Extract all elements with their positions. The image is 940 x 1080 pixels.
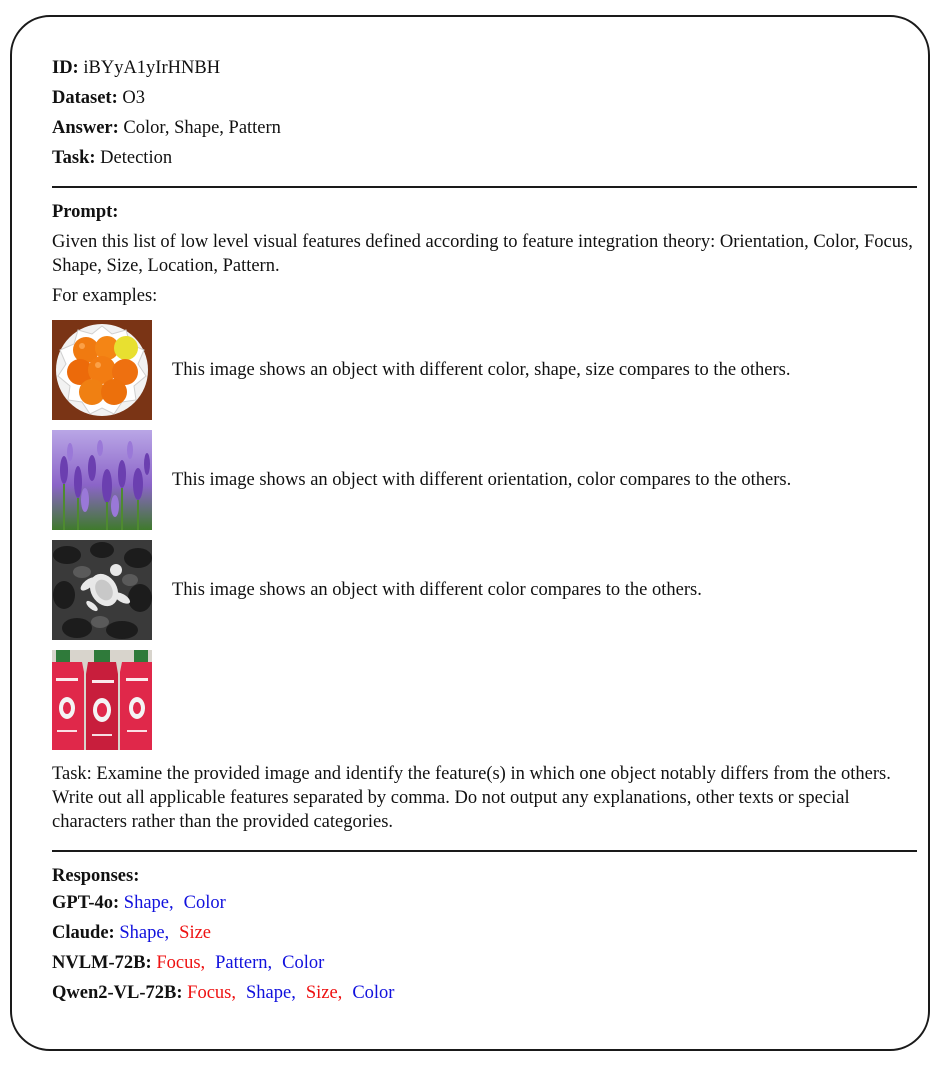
response-claude: [52, 918, 917, 948]
prompt-title: Prompt:: [52, 202, 119, 222]
meta-dataset: [52, 83, 917, 113]
divider: [52, 850, 917, 852]
meta-id-label: ID:: [52, 58, 79, 78]
meta-task-value: Detection: [100, 148, 173, 168]
oranges-bowl-image: [52, 320, 152, 420]
meta-dataset-label: Dataset:: [52, 88, 118, 108]
model-name: NVLM-72B:: [52, 953, 152, 973]
answer-tag: Focus,: [156, 953, 206, 973]
answer-tag: Shape,: [245, 983, 296, 1003]
model-name: GPT-4o:: [52, 893, 120, 913]
model-name: Qwen2-VL-72B:: [52, 983, 183, 1003]
example-row: [52, 540, 917, 640]
meta-task-label: Task:: [52, 148, 96, 168]
example-row: [52, 320, 917, 420]
card-content: [52, 53, 917, 1008]
example-caption: This image shows an object with different color compares to the others.: [172, 580, 702, 600]
answer-tag: Color: [352, 983, 395, 1003]
example-row: [52, 430, 917, 530]
example-row: [52, 650, 917, 750]
lavender-field-image: [52, 430, 152, 530]
answer-tag: Focus,: [187, 983, 236, 1003]
responses-title: Responses:: [52, 866, 140, 886]
answer-tag: Color: [183, 893, 226, 913]
meta-answer-label: Answer:: [52, 118, 119, 138]
response-gpt-4o: [52, 888, 917, 918]
answer-tag: Color: [282, 953, 325, 973]
answer-tag: Pattern,: [215, 953, 273, 973]
answer-tag: Size: [179, 923, 212, 943]
answer-tag: Size,: [305, 983, 343, 1003]
meta-id: [52, 53, 917, 83]
sriracha-bottles-image: [52, 650, 152, 750]
prompt-intro: Given this list of low level visual features defined according to feature integration theory: Orientation, Color, Focus, Shape, Size, Location, Pattern.: [52, 232, 913, 276]
example-caption: This image shows an object with different orientation, color compares to the others.: [172, 470, 792, 490]
response-nvlm-72b: [52, 948, 917, 978]
example-caption: This image shows an object with different color, shape, size compares to the others.: [172, 360, 791, 380]
meta-id-value: iBYyA1yIrHNBH: [83, 58, 221, 78]
meta-answer: [52, 113, 917, 143]
meta-answer-value: Color, Shape, Pattern: [123, 118, 281, 138]
meta-task: [52, 143, 917, 173]
divider: [52, 186, 917, 188]
meta-dataset-value: O3: [122, 88, 146, 108]
turtle-grayscale-image: [52, 540, 152, 640]
example-card: [10, 15, 930, 1051]
response-qwen2-vl-72b: [52, 978, 917, 1008]
for-examples-label: For examples:: [52, 286, 158, 306]
answer-tag: Shape,: [123, 893, 174, 913]
model-name: Claude:: [52, 923, 115, 943]
answer-tag: Shape,: [119, 923, 170, 943]
examples-list: [52, 320, 917, 750]
task-instructions: Task: Examine the provided image and identify the feature(s) in which one object notably differs from the others. Write out all applicable features separated by comma. Do not output any explanations, other texts or special characters rather than the provided categories.: [52, 764, 891, 832]
